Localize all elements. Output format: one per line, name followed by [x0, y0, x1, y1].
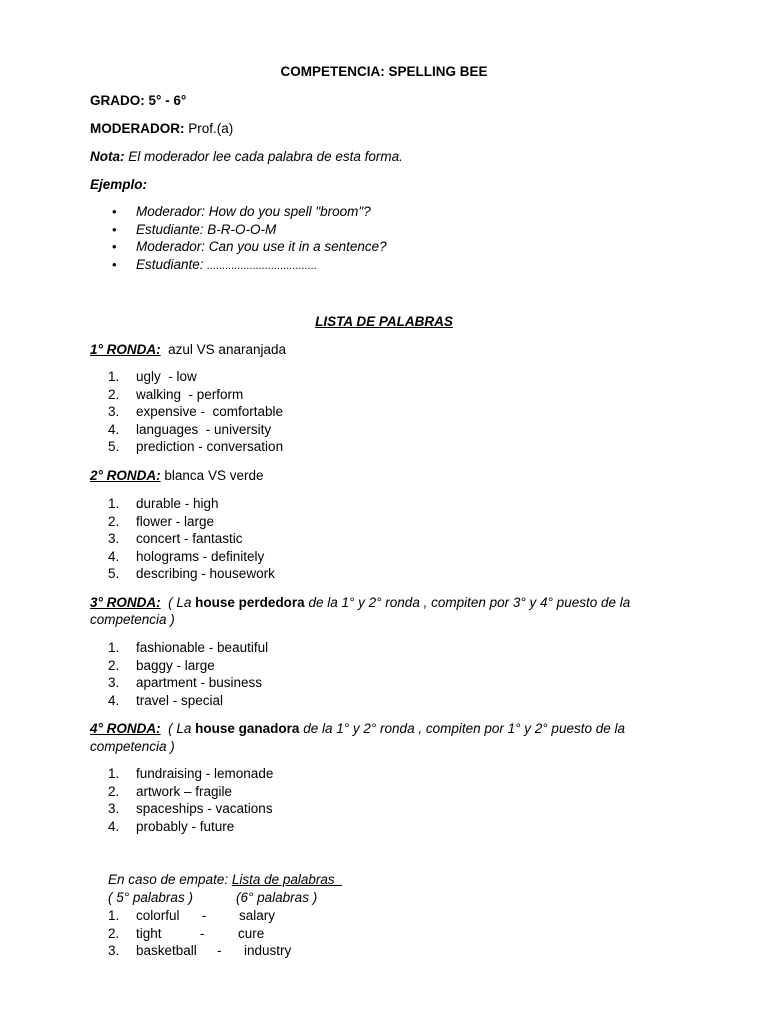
ronda4-label: 4° RONDA: — [90, 721, 161, 736]
list-item: • Moderador: Can you use it in a sentence? — [112, 238, 387, 256]
list-item: • Estudiante: B-R-O-O-M — [112, 221, 387, 239]
ejemplo-dots: .................................... — [203, 259, 317, 272]
ronda4-heading: 4° RONDA: ( La house ganadora de la 1° y 2° ronda , compiten por 1° y 2° puesto de la — [90, 721, 625, 736]
list-item: 1. fashionable - beautiful — [108, 640, 269, 655]
ronda2-text: blanca VS verde — [160, 468, 264, 483]
empate-col1-header: ( 5° palabras ) — [108, 890, 193, 905]
list-item: 2. flower - large — [108, 513, 215, 529]
list-item: 3. spaceships - vacations — [108, 801, 273, 817]
empate-col2-header: (6° palabras ) — [236, 890, 318, 905]
ronda3-bold: house perdedora — [195, 595, 305, 610]
list-item: 5. prediction - conversation — [108, 439, 284, 455]
list-item: • Moderador: How do you spell "broom"? — [112, 203, 387, 221]
ronda3-list — [108, 639, 268, 709]
ronda3-line2: competencia ) — [90, 612, 175, 627]
ronda2-heading — [90, 467, 263, 485]
ejemplo-list — [112, 203, 387, 273]
ronda1-heading — [90, 341, 286, 359]
list-item: 2. walking - perform — [108, 386, 244, 402]
ronda2-list — [108, 495, 275, 583]
ronda3-heading: 3° RONDA: ( La house perdedora de la 1° y 2° ronda , compiten por 3° y 4° puesto de la — [90, 595, 631, 610]
list-item: 1. fundraising - lemonade — [108, 766, 274, 781]
list-item: 3. expensive - comfortable — [108, 404, 284, 420]
list-item: 5. describing - housework — [108, 566, 275, 582]
moderador-value: Prof.(a) — [184, 121, 234, 136]
ejemplo-label: Ejemplo: — [90, 177, 148, 192]
nota-line — [90, 148, 403, 166]
empate-intro: En caso de empate: Lista de palabras — [108, 872, 343, 887]
list-item: 1. durable - high — [108, 496, 219, 511]
list-item: 2. artwork – fragile — [108, 783, 233, 799]
list-item: 2. baggy - large — [108, 657, 215, 673]
ronda4-list — [108, 765, 273, 835]
empate-row: 3. basketball - industry — [108, 943, 292, 958]
list-item: 4. probably - future — [108, 818, 235, 834]
list-item: 3. concert - fantastic — [108, 531, 243, 547]
document-title: COMPETENCIA: SPELLING BEE — [280, 64, 488, 79]
ronda1-text: azul VS anaranjada — [160, 342, 286, 357]
ronda4-bold: house ganadora — [195, 721, 300, 736]
ronda2-label: 2° RONDA: — [90, 468, 161, 483]
list-item: 3. apartment - business — [108, 675, 263, 691]
ronda1-label: 1° RONDA: — [90, 342, 161, 357]
ronda1-list — [108, 368, 283, 456]
list-item: 4. travel - special — [108, 692, 224, 708]
nota-text: El moderador lee cada palabra de esta forma. — [124, 149, 403, 164]
ronda3-label: 3° RONDA: — [90, 595, 161, 610]
grado-line: GRADO: 5° - 6° — [90, 93, 187, 108]
empate-link: Lista de palabras — [231, 872, 343, 887]
list-item: 4. holograms - definitely — [108, 548, 265, 564]
empate-row: 2. tight - cure — [108, 926, 265, 941]
nota-label: Nota: — [90, 149, 125, 164]
lista-title: LISTA DE PALABRAS — [315, 314, 453, 329]
list-item: • Estudiante: .................................... — [112, 256, 387, 274]
moderador-label: MODERADOR: — [90, 121, 185, 136]
ronda4-line2: competencia ) — [90, 739, 175, 754]
moderador-line — [90, 120, 233, 138]
list-item: 1. ugly - low — [108, 369, 197, 384]
list-item: 4. languages - university — [108, 421, 272, 437]
empate-row: 1. colorful - salary — [108, 908, 276, 923]
